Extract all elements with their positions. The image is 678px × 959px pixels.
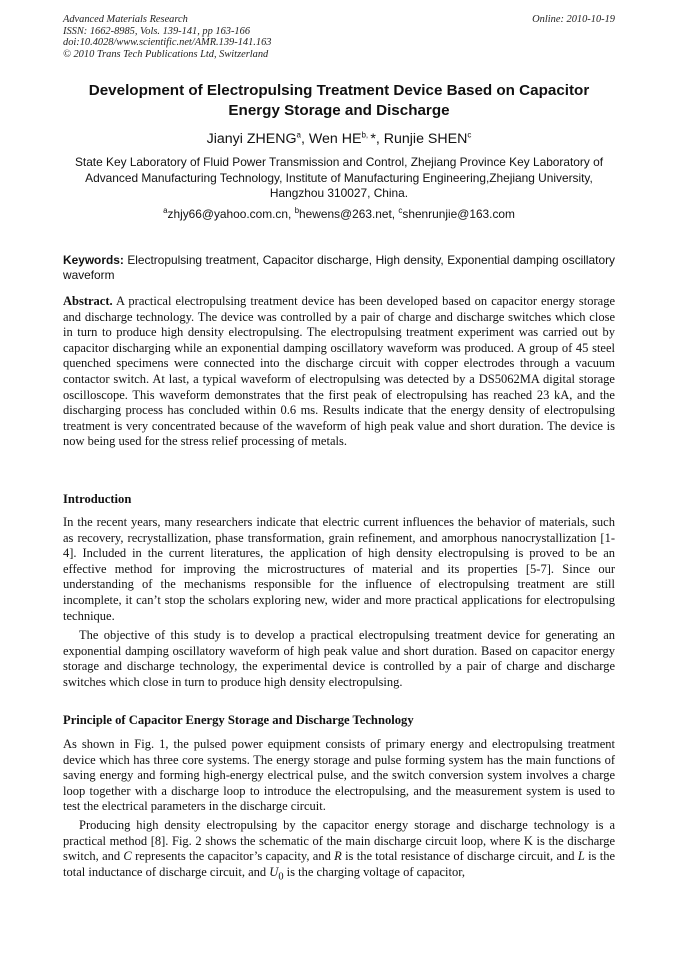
affiliation bbox=[63, 155, 615, 202]
abstract-text: A practical electropulsing treatment device has been developed based on capacitor energy storage and discharge technology. The device was controlled by a pair of charge and discharge switches which close in turn to produce high density electropulsing. The electropulsing treatment experiment was carried out by capacitor discharging while an exponential damping oscillatory waveform was produced. A group of 45 steel quenched specimens were connected into the discharge circuit with copper electrodes through a vacuum contactor switch. At last, a typical waveform of electropulsing was detected by a DS5062MA digital storage oscilloscope. This waveform demonstrates that the first peak of electropulsing has reached 23 kA, and the discharging process has concluded within 0.6 ms. Results indicate that the energy density of electropulsing treatment is very concentrated because of the waveform of high peak value and short duration. The device is now being used for the stress relief processing of metals. bbox=[63, 294, 615, 449]
abstract bbox=[63, 294, 615, 450]
keywords-text: Electropulsing treatment, Capacitor discharge, High density, Exponential damping oscillatory waveform bbox=[63, 252, 615, 283]
symbol-u: U bbox=[269, 864, 279, 879]
email-c-sup: c bbox=[398, 206, 403, 216]
online-date: Online: 2010-10-19 bbox=[532, 14, 615, 25]
issn-line: ISSN: 1662-8985, Vols. 139-141, pp 163-166 bbox=[63, 25, 251, 37]
introduction-paragraph-1: In the recent years, many researchers indicate that electric current influences the behavior of materials, such as recovery, recrystallization, phase transformation, grain refinement, and amorphous nanocrystallization [1-4]. Included in the current literatures, the application of high density electropulsing is proved to be an effective method for improving the microstructures of material and its properties [5-7]. Since our understanding of the mechanisms responsible for the influence of electropulsing treatment are still incomplete, it can’t stop the scholars exploring new, wider and more practical applications for electropulsing technique. bbox=[63, 515, 615, 623]
paper-title bbox=[63, 81, 615, 120]
doi-line: doi:10.4028/www.scientific.net/AMR.139-141.163 bbox=[63, 37, 272, 49]
principle-p2-text-e: is the total inductance of discharge circuit, and bbox=[63, 849, 616, 879]
symbol-c: C bbox=[123, 849, 132, 864]
email-b-sup: b bbox=[294, 206, 300, 216]
principle-p2-text-a: Producing high density electropulsing by the capacitor energy storage and discharge technology is a practical method [8]. Fig. 2 shows the schematic of the main discharge circuit loop, where K is the discharge switch, and bbox=[63, 818, 615, 864]
author-1: Jianyi ZHENG bbox=[206, 131, 297, 147]
principle-heading: Principle of Capacitor Energy Storage and Discharge Technology bbox=[63, 713, 414, 727]
principle-p2-text-b: represents the capacitor’s capacity, and bbox=[131, 849, 335, 864]
symbol-l: L bbox=[577, 849, 585, 864]
email-a[interactable]: zhjy66@yahoo.com.cn, bbox=[167, 207, 295, 221]
title-line-1: Development of Electropulsing Treatment Device Based on Capacitor bbox=[88, 82, 590, 99]
abstract-label: Abstract. bbox=[63, 294, 113, 308]
affiliation-line-1: State Key Laboratory of Fluid Power Transmission and Control, Zhejiang Province Key Laboratory of bbox=[74, 155, 604, 169]
author-2: , Wen HE bbox=[300, 131, 362, 147]
journal-header bbox=[63, 14, 615, 60]
author-1-sup: a bbox=[296, 130, 301, 140]
principle-p2-text-f: is the charging voltage of capacitor, bbox=[283, 864, 466, 879]
email-a-sup: a bbox=[163, 206, 168, 216]
symbol-r: R bbox=[334, 849, 342, 864]
affiliation-line-3: Hangzhou 310027, China. bbox=[269, 186, 409, 201]
keywords bbox=[63, 253, 615, 284]
affiliation-line-2: Advanced Manufacturing Technology, Institute of Manufacturing Engineering,Zhejiang University, bbox=[85, 170, 593, 185]
copyright-line: © 2010 Trans Tech Publications Ltd, Switzerland bbox=[63, 48, 269, 60]
email-list bbox=[63, 207, 615, 223]
email-b[interactable]: hewens@263.net, bbox=[299, 207, 399, 221]
title-line-2: Energy Storage and Discharge bbox=[228, 101, 450, 119]
principle-paragraph-1: As shown in Fig. 1, the pulsed power equipment consists of primary energy and electropulsing treatment device which has three core systems. The energy storage and pulse forming system has the main functions of saving energy and forming high-energy electrical pulse, and the switch conversion system involves a charge loop together with a discharge loop to introduce the electropulsing, and the measurement system is used to test the electrical parameters in the discharge circuit. bbox=[63, 737, 615, 814]
author-3-sup: c bbox=[467, 130, 472, 140]
author-2-sup: b, bbox=[361, 130, 371, 140]
author-3: *, Runjie SHEN bbox=[370, 131, 468, 147]
principle-p2-text-d: is the total resistance of discharge circuit, and bbox=[341, 849, 578, 864]
journal-name: Advanced Materials Research bbox=[63, 14, 188, 25]
email-c[interactable]: shenrunjie@163.com bbox=[402, 207, 515, 221]
introduction-heading: Introduction bbox=[63, 492, 132, 506]
keywords-label: Keywords: bbox=[63, 252, 124, 267]
introduction-paragraph-2: The objective of this study is to develop a practical electropulsing treatment device for generating an exponential damping oscillatory waveform of high peak value and short duration. Based on capacitor energy storage and discharge technology, the experimental device is controlled by a pair of charge and discharge switches which close in turn to produce high density electropulsing. bbox=[63, 628, 615, 689]
principle-paragraph-2 bbox=[63, 818, 615, 885]
author-list bbox=[63, 130, 615, 148]
symbol-u-sub: 0 bbox=[278, 871, 284, 883]
